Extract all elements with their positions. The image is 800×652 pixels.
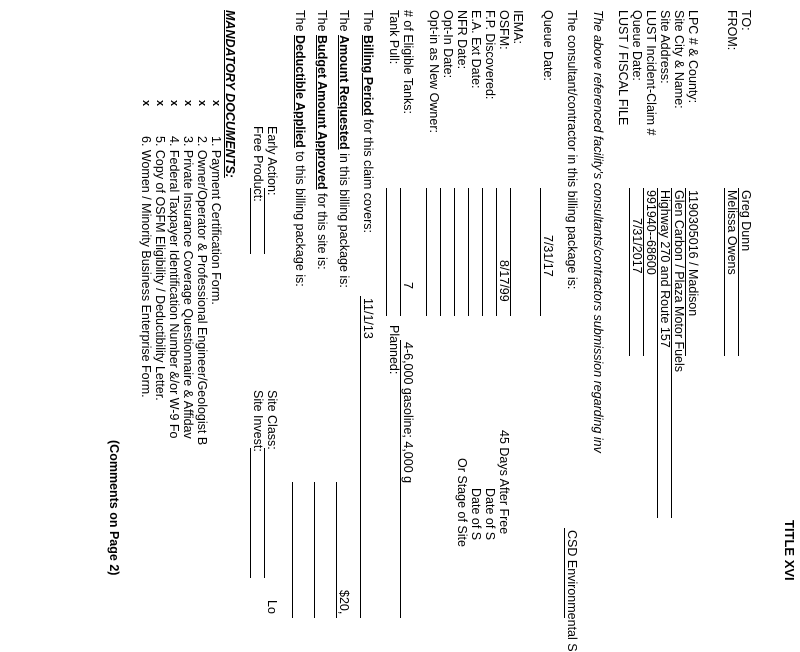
site-address-value: Highway 270 and Route 157 (658, 190, 672, 348)
deductible-applied-line (293, 10, 307, 287)
queue-date-label: Queue Date: (630, 10, 644, 81)
osfm-value: 8/17/99 (497, 260, 511, 302)
consultant-underline (564, 528, 565, 618)
optin-underline (440, 188, 441, 316)
queue-date-value: 7/31/2017 (630, 218, 644, 274)
right-stage: Or Stage of Site (455, 458, 469, 547)
queue-date2-label: Queue Date: (541, 10, 555, 81)
comments-note: (Comments on Page 2) (107, 440, 121, 576)
doc-1: 1. Payment Certification Form. (209, 136, 223, 305)
site-invest-label: Site Invest: (251, 390, 265, 452)
budget-approved-line (315, 10, 329, 270)
billing-underline (360, 296, 361, 618)
lust-value: 991940--68600 (644, 190, 658, 275)
queue-date2-underline (540, 188, 541, 316)
from-value: Melissa Owens (725, 190, 739, 275)
doc-2-checkmark: x (196, 100, 208, 107)
billing-period-term: Billing Period (361, 35, 375, 116)
deductible-applied-term: Deductible Applied (293, 35, 307, 148)
from-underline (724, 188, 725, 356)
nfr-label: NFR Date: (455, 10, 469, 70)
nfr-underline (454, 188, 455, 316)
billing-pre: The (361, 10, 375, 32)
site-city-label: Site City & Name: (672, 10, 686, 109)
to-label: TO: (739, 10, 753, 31)
doc-2: 2. Owner/Operator & Professional Engineer/Geologist B (195, 136, 209, 446)
right-45-days: 45 Days After Free (497, 430, 511, 535)
billing-period-value: 11/1/13 (361, 298, 375, 339)
amount-requested-value: $20, (337, 590, 351, 615)
consultant-value: CSD Environmental S (565, 530, 579, 652)
doc-3: 3. Private Insurance Coverage Questionnaire & Affidav (181, 136, 195, 439)
lust-label: LUST Incident-Claim # (644, 10, 658, 136)
eligible-tanks-value: 7 (401, 282, 415, 289)
site-city-value: Glen Carbon / Plaza Motor Fuels (672, 190, 686, 373)
doc-3-checkmark: x (182, 100, 194, 107)
amount-pre: The (337, 10, 351, 32)
osfm-label: OSFM: (497, 10, 511, 50)
budget-underline (314, 482, 315, 618)
eligible-underline (400, 188, 401, 316)
intro-text: The above referenced facility's consultants/contractors submission regarding inv (591, 10, 605, 453)
early-action-label: Early Action: (265, 126, 279, 196)
deductible-post: to this billing package is: (293, 151, 307, 287)
site-class-label: Site Class: (265, 390, 279, 450)
deductible-underline (292, 482, 293, 618)
doc-6-checkmark: x (140, 100, 152, 107)
billing-period-line (361, 10, 375, 233)
deductible-pre: The (293, 10, 307, 32)
ea-label: E.A. Ext Date: (469, 10, 483, 89)
lust-fiscal-label: LUST / FISCAL FILE (616, 10, 630, 126)
queue-date2-value: 7/31/17 (541, 235, 555, 277)
planned-label: Planned: (387, 325, 401, 375)
queue-date-underline (629, 188, 630, 356)
site-address-label: Site Address: (658, 10, 672, 84)
doc-6: 6. Women / Minority Business Enterprise Form. (139, 136, 153, 398)
ea-underline (468, 188, 469, 316)
amount-requested-term: Amount Requested (337, 35, 351, 150)
budget-approved-term: Budget Amount Approved (315, 35, 329, 190)
tank-pull-label: Tank Pull: (387, 10, 401, 65)
tank-pull-underline (386, 188, 387, 316)
optin-owner-underline (426, 188, 427, 316)
fp-label: F.P. Discovered: (483, 10, 497, 100)
from-label: FROM: (725, 10, 739, 51)
eligible-detail-underline (400, 340, 401, 618)
optin-owner-label: Opt-in as New Owner: (427, 10, 441, 133)
doc-4: 4. Federal Taxpayer Identification Number &/or W-9 Fo (167, 136, 181, 439)
amount-underline (336, 482, 337, 618)
right-date-2: Date of S (469, 488, 483, 541)
billing-post: for this claim covers: (361, 119, 375, 233)
document-title: TITLE XVI (782, 520, 797, 581)
osfm-underline (496, 188, 497, 316)
amount-post: in this billing package is: (337, 153, 351, 288)
doc-4-checkmark: x (168, 100, 180, 107)
amount-requested-line (337, 10, 351, 288)
to-value: Greg Dunn (739, 190, 753, 252)
doc-1-checkmark: x (210, 100, 222, 107)
site-class-underline (264, 448, 265, 578)
site-class-right: Lo (265, 600, 279, 614)
lpc-label: LPC # & County: (686, 10, 700, 104)
eligible-tanks-detail: 4-6,000 gasoline; 4,000 g (401, 342, 415, 484)
right-date-1: Date of S (483, 488, 497, 541)
site-invest-underline (250, 448, 251, 578)
fp-underline (482, 188, 483, 316)
lpc-value: 1190305016 / Madison (686, 190, 700, 317)
free-product-underline (250, 188, 251, 254)
budget-post: for this site is: (315, 193, 329, 270)
budget-pre: The (315, 10, 329, 32)
optin-label: Opt-In Date: (441, 10, 455, 79)
iema-label: IEMA: (511, 10, 525, 45)
eligible-tanks-label: # of Eligible Tanks: (401, 10, 415, 114)
free-product-label: Free Product: (251, 126, 265, 202)
doc-5: 5. Copy of OSFM Eligibility / Deductibility Letter. (153, 136, 167, 401)
consultant-text: The consultant/contractor in this billing package is: (565, 10, 579, 290)
doc-5-checkmark: x (154, 100, 166, 107)
mandatory-documents-heading: MANDATORY DOCUMENTS: (223, 10, 237, 178)
